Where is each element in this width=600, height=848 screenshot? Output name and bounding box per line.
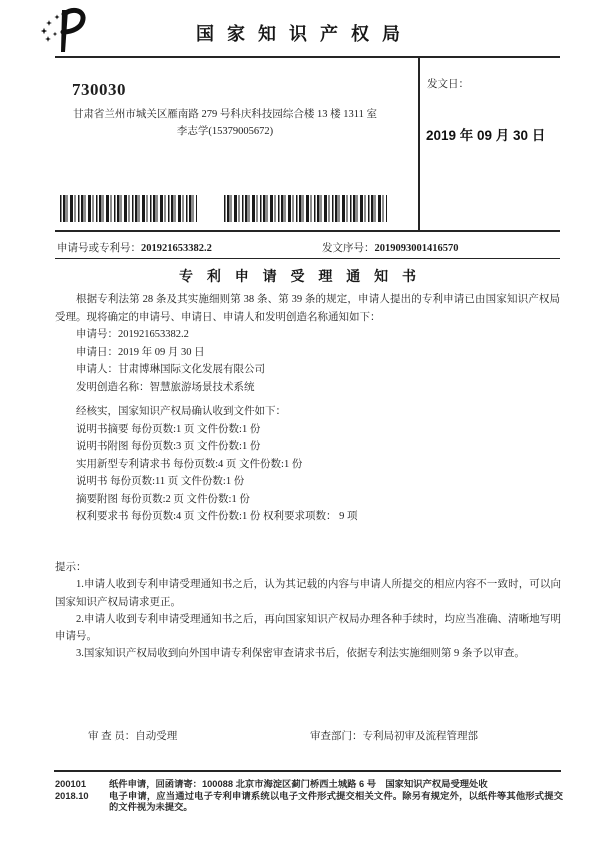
footer-note: 纸件申请，回函请寄：100088 北京市海淀区蓟门桥西土城路 6 号 国家知识产权局受理处收 xyxy=(109,779,488,789)
recipient-contact: 李志学(15379005672) xyxy=(176,126,274,137)
tips-section xyxy=(55,559,561,663)
received-documents-heading: 经核实，国家知识产权局确认收到文件如下： xyxy=(76,406,286,417)
footer-notes xyxy=(55,779,563,814)
dispatch-date-value: 2019 年 09 月 30 日 xyxy=(426,128,546,143)
examiner-value: 自动受理 xyxy=(135,731,178,742)
postal-code: 730030 xyxy=(72,80,126,99)
barcode-left-icon xyxy=(60,195,197,222)
serial-number-label: 发文序号： xyxy=(322,243,375,254)
received-document-item: 说明书附图 每份页数:3 页 文件份数:1 份 xyxy=(76,441,261,452)
application-number-label: 申请号或专利号： xyxy=(57,243,141,254)
tips-item: 3.国家知识产权局收到向外国申请专利保密审查请求书后，依据专利法实施细则第 9 条予以审查。 xyxy=(76,648,525,660)
tips-item: 2.申请人收到专利申请受理通知书之后，再向国家知识产权局办理各种手续时，均应当准确、清晰地写明申请号。 xyxy=(55,613,561,643)
received-document-item: 实用新型专利请求书 每份页数:4 页 文件份数:1 份 xyxy=(76,458,303,470)
tips-heading: 提示： xyxy=(55,562,87,573)
notice-intro: 根据专利法第 28 条及其实施细则第 38 条、第 39 条的规定，申请人提出的专利申请已由国家知识产权局受理。现将确定的申请号、申请日、申请人和发明创造名称通知如下： xyxy=(55,294,560,323)
footer-code: 2018.10 xyxy=(55,790,89,801)
examiner-row xyxy=(88,728,177,743)
department-value: 专利局初审及流程管理部 xyxy=(362,731,478,742)
footer-code: 200101 xyxy=(55,779,87,789)
dispatch-date-label: 发文日： xyxy=(427,79,469,90)
application-number-value: 201921653382.2 xyxy=(141,243,212,254)
received-document-item: 说明书摘要 每份页数:1 页 文件份数:1 份 xyxy=(76,423,261,435)
serial-number-row xyxy=(322,240,459,255)
department-label: 审查部门： xyxy=(310,731,363,742)
recipient-address-block xyxy=(55,106,395,140)
field-filing-date: 申请日：2019 年 09 月 30 日 xyxy=(76,346,205,358)
footer-note: 电子申请，应当通过电子专利申请系统以电子文件形式提交相关文件。除另有规定外，以纸件等其他形式提交的文件视为未提交。 xyxy=(109,790,563,813)
received-document-item: 权利要求书 每份页数:4 页 文件份数:1 份 权利要求项数： 9 项 xyxy=(76,511,358,522)
reference-row-bottom-divider xyxy=(55,258,560,259)
header-divider xyxy=(55,56,560,58)
field-application-number: 申请号：201921653382.2 xyxy=(76,329,189,340)
tips-item: 1.申请人收到专利申请受理通知书之后，认为其记载的内容与申请人所提交的相应内容不一致时，可以向国家知识产权局请求更正。 xyxy=(55,579,561,608)
application-number-row xyxy=(57,240,212,255)
agency-title: 国 家 知 识 产 权 局 xyxy=(195,24,404,44)
barcode-right-icon xyxy=(224,195,387,222)
field-invention-title: 发明创造名称：智慧旅游场景技术系统 xyxy=(76,381,255,393)
received-document-item: 摘要附图 每份页数:2 页 文件份数:1 份 xyxy=(76,493,250,505)
reference-row-top-divider xyxy=(55,230,560,232)
department-row xyxy=(310,728,478,743)
serial-number-value: 2019093001416570 xyxy=(374,243,459,254)
dispatch-box-divider xyxy=(418,56,420,231)
received-document-item: 说明书 每份页数:11 页 文件份数:1 份 xyxy=(76,476,245,487)
notice-body xyxy=(55,291,560,526)
field-applicant: 申请人：甘肃博琳国际文化发展有限公司 xyxy=(76,364,265,375)
notice-title: 专 利 申 请 受 理 通 知 书 xyxy=(178,268,422,284)
recipient-address: 甘肃省兰州市城关区雁南路 279 号科庆科技园综合楼 13 楼 1311 室 xyxy=(72,109,378,120)
examiner-label: 审 查 员： xyxy=(88,731,136,742)
footer-divider xyxy=(54,770,561,772)
